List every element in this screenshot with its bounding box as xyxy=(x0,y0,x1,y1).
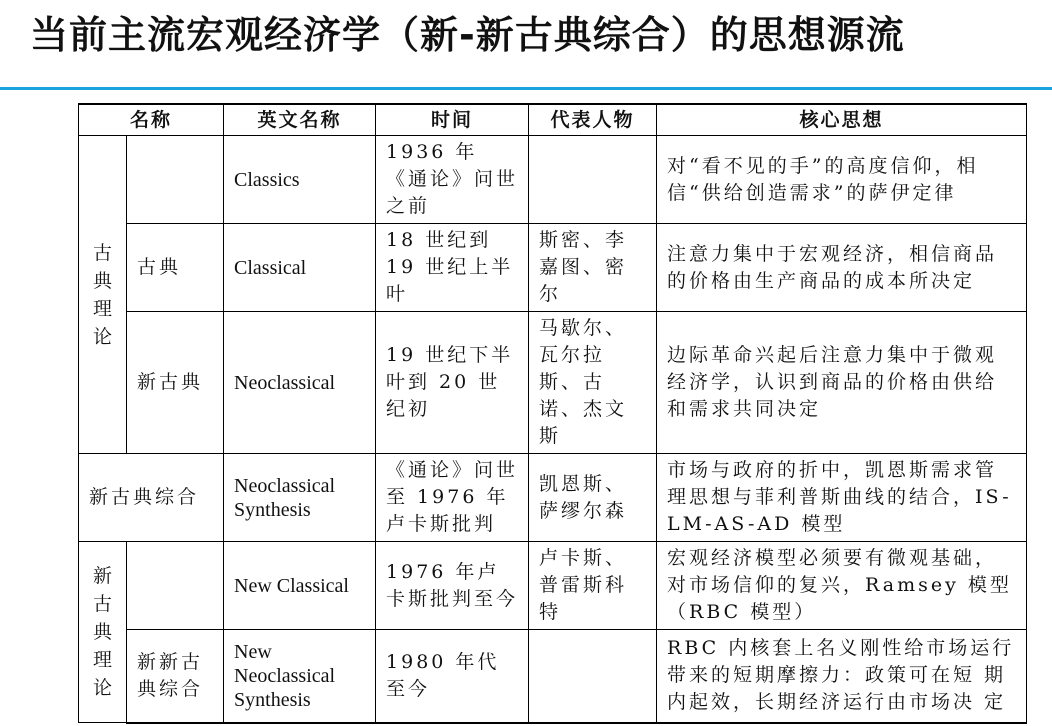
cell-idea: 对“看不见的手”的高度信仰，相信“供给创造需求”的萨伊定律 xyxy=(657,136,1027,224)
cell-idea: 宏观经济模型必须要有微观基础，对市场信仰的复兴，Ramsey 模型（RBC 模型） xyxy=(657,542,1027,630)
cell-time: 1976 年卢卡斯批判至今 xyxy=(376,542,529,630)
cell-name: 古典 xyxy=(127,224,224,312)
cell-english: Neoclassical Synthesis xyxy=(224,454,376,542)
table-row xyxy=(79,312,1027,454)
group-label: 新古典理论 xyxy=(92,565,112,699)
thought-lineage-table xyxy=(78,103,1027,724)
header-idea: 核心思想 xyxy=(657,104,1027,136)
cell-time: 19 世纪下半叶到 20 世纪初 xyxy=(376,312,529,454)
cell-people xyxy=(529,630,657,723)
cell-name: 新新古典综合 xyxy=(127,630,224,723)
cell-people: 马歇尔、瓦尔拉斯、古诺、杰文斯 xyxy=(529,312,657,454)
header-people: 代表人物 xyxy=(529,104,657,136)
cell-people: 卢卡斯、普雷斯科特 xyxy=(529,542,657,630)
table-row xyxy=(79,454,1027,542)
table-header-row xyxy=(79,104,1027,136)
cell-idea: 市场与政府的折中，凯恩斯需求管理思想与菲利普斯曲线的结合，IS-LM-AS-AD 模型 xyxy=(657,454,1027,542)
table-row xyxy=(79,542,1027,630)
cell-name xyxy=(127,542,224,630)
cell-english: Neoclassical xyxy=(224,312,376,454)
cell-time: 1980 年代至今 xyxy=(376,630,529,723)
cell-name xyxy=(127,136,224,224)
cell-idea: 注意力集中于宏观经济，相信商品 的价格由生产商品的成本所决定 xyxy=(657,224,1027,312)
group-label: 古典理论 xyxy=(92,241,112,348)
cell-english: Classical xyxy=(224,224,376,312)
table-row xyxy=(79,224,1027,312)
cell-time: 18 世纪到 19 世纪上半叶 xyxy=(376,224,529,312)
cell-english: Classics xyxy=(224,136,376,224)
cell-people: 斯密、李嘉图、密尔 xyxy=(529,224,657,312)
cell-name: 新古典 xyxy=(127,312,224,454)
cell-time: 1936 年《通论》问世之前 xyxy=(376,136,529,224)
cell-name: 新古典综合 xyxy=(79,454,224,542)
slide-title: 当前主流宏观经济学（新-新古典综合）的思想源流 xyxy=(30,13,905,57)
group-new-classical-theory xyxy=(79,542,127,723)
cell-english: New Classical xyxy=(224,542,376,630)
header-name: 名称 xyxy=(79,104,224,136)
group-classical-theory xyxy=(79,136,127,454)
table-row xyxy=(79,630,1027,723)
cell-time: 《通论》问世至 1976 年卢卡斯批判 xyxy=(376,454,529,542)
table-row xyxy=(79,136,1027,224)
cell-english: New Neoclassical Synthesis xyxy=(224,630,376,723)
header-time: 时间 xyxy=(376,104,529,136)
cell-idea: RBC 内核套上名义刚性给市场运行带来的短期摩擦力：政策可在短 期内起效，长期经济运行由市场决 定 xyxy=(657,630,1027,723)
cell-people: 凯恩斯、萨缪尔森 xyxy=(529,454,657,542)
title-divider xyxy=(0,87,1052,90)
header-english: 英文名称 xyxy=(224,104,376,136)
cell-people xyxy=(529,136,657,224)
cell-idea: 边际革命兴起后注意力集中于微观经济学，认识到商品的价格由供给和需求共同决定 xyxy=(657,312,1027,454)
